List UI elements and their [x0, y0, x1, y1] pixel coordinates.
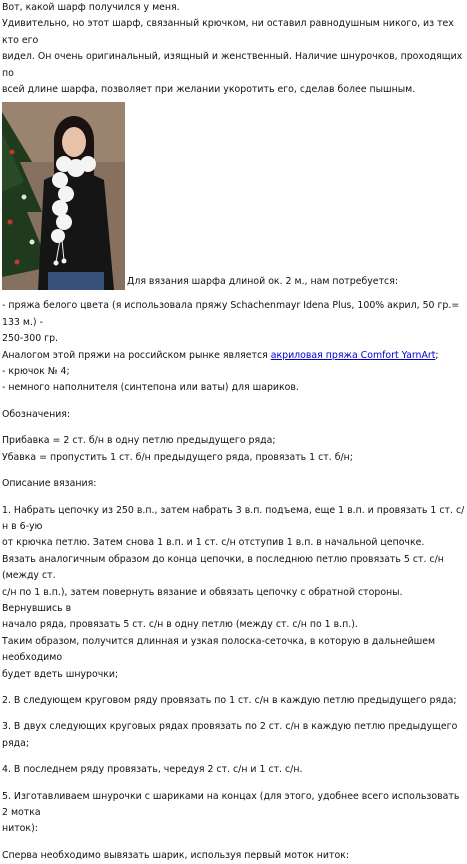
intro-line: Вот, какой шарф получился у меня. — [2, 2, 180, 13]
intro-line: видел. Он очень оригинальный, изящный и женственный. Наличие шнурочков, проходящих по — [2, 51, 463, 79]
materials-yarn: - пряжа белого цвета (я использовала пряжу Schachenmayr Idena Plus, 100% акрил, 50 гр.= 133 м.) - — [2, 300, 460, 328]
photo-row — [2, 102, 465, 290]
materials-analog — [2, 348, 465, 364]
step5-line: ниток): — [2, 823, 38, 835]
step1-line: 1. Набрать цепочку из 250 в.п., затем набрать 3 в.п. подъема, еще 1 в.п. и провязать 1 ст. с/н в 6-ую — [2, 504, 465, 532]
intro-line: всей длине шарфа, позволяет при желании укоротить его, сделав более пышным. — [2, 84, 416, 96]
step1-line: будет вдеть шнурочки; — [2, 668, 119, 680]
analog-prefix: Аналогом этой пряжи на российском рынке является — [2, 349, 271, 361]
step3: 3. В двух следующих круговых рядах провязать по 2 ст. с/н в каждую петлю предыдущего ряда; — [2, 721, 458, 749]
photo-caption: Для вязания шарфа длиной ок. 2 м., нам потребуется: — [127, 276, 398, 288]
materials-hook: - крючок № 4; — [2, 366, 70, 378]
legend-increase: Прибавка = 2 ст. б/н в одну петлю предыдущего ряда; — [2, 435, 276, 447]
description-title: Описание вязания: — [2, 478, 97, 490]
materials-yarn-amount: 250-300 гр. — [2, 333, 59, 345]
legend-title: Обозначения: — [2, 408, 71, 420]
materials-filler: - немного наполнителя (синтепона или ваты) для шариков. — [2, 382, 299, 394]
yarn-link[interactable]: акриловая пряжа Comfort YarnArt — [270, 349, 436, 361]
intro-line: Удивительно, но этот шарф, связанный крючком, ни оставил равнодушным никого, из тех кто его — [2, 18, 454, 46]
step4: 4. В последнем ряду провязать, чередуя 2 ст. с/н и 1 ст. с/н. — [2, 764, 303, 776]
legend-decrease: Убавка = пропустить 1 ст. б/н предыдущего ряда, провязать 1 ст. б/н; — [2, 451, 353, 463]
step1-line: Вязать аналогичным образом до конца цепочки, в последнюю петлю провязать 5 ст. с/н (между ст. — [2, 553, 444, 582]
scarf-photo — [2, 102, 125, 290]
analog-suffix: ; — [435, 349, 439, 361]
step1-line: от крючка петлю. Затем снова 1 в.п. и 1 ст. с/н отступив 1 в.п. в начальной цепочке. — [2, 537, 425, 549]
step1-line: Таким образом, получится длинная и узкая полоска-сеточка, в которую в дальнейшем необходимо — [2, 635, 436, 664]
step1-line: с/н по 1 в.п.), затем повернуть вязание и обвязать цепочку с обратной стороны. Вернувшись в — [2, 586, 403, 614]
step1-line: начало ряда, провязать 5 ст. с/н в одну петлю (между ст. с/н по 1 в.п.). — [2, 619, 358, 631]
step5-line: 5. Изготавливаем шнурочки с шариками на концах (для этого, удобнее всего использовать 2 мотка — [2, 790, 460, 818]
last-line: Сперва необходимо вывязать шарик, используя первый моток ниток: — [2, 849, 350, 861]
step2: 2. В следующем круговом ряду провязать по 1 ст. с/н в каждую петлю предыдущего ряда; — [2, 694, 457, 706]
